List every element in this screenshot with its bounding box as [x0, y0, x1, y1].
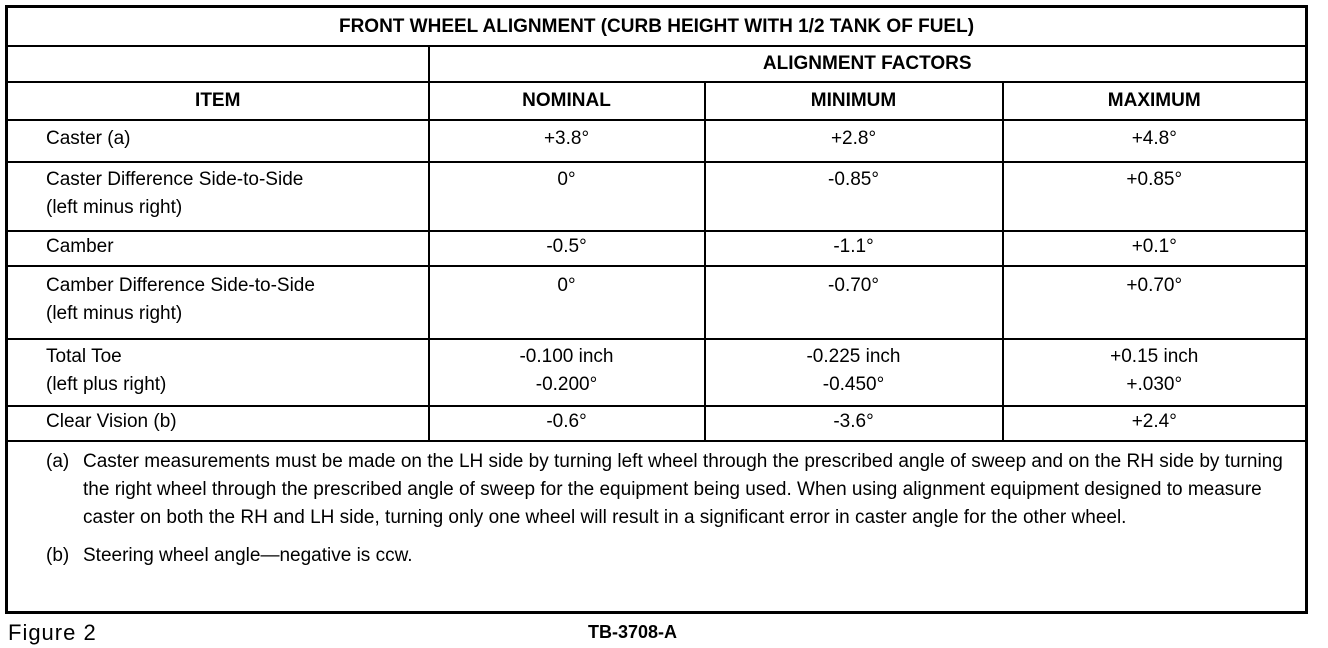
nominal-value: -0.200° [535, 374, 598, 395]
minimum-cell [705, 266, 1003, 339]
maximum-cell [1003, 406, 1307, 441]
table-row-clear-vision [7, 406, 1307, 441]
column-header-minimum: MINIMUM [705, 82, 1003, 120]
item-cell [7, 406, 429, 441]
nominal-cell [429, 406, 705, 441]
alignment-spec-table [5, 5, 1308, 614]
nominal-value: -0.100 inch [519, 346, 614, 367]
minimum-value: -0.70° [828, 275, 879, 296]
item-line: Camber [46, 236, 114, 257]
maximum-cell [1003, 266, 1307, 339]
maximum-value: +0.70° [1126, 275, 1183, 296]
nominal-cell [429, 231, 705, 266]
minimum-value: -0.450° [822, 374, 885, 395]
minimum-value: -0.85° [828, 169, 879, 190]
column-header-item: ITEM [7, 82, 429, 120]
nominal-value: -0.5° [546, 236, 587, 257]
alignment-factors-header: ALIGNMENT FACTORS [429, 46, 1307, 82]
item-cell [7, 162, 429, 231]
item-line: Camber Difference Side-to-Side [46, 275, 315, 296]
table-row-total-toe [7, 339, 1307, 406]
minimum-value: -0.225 inch [806, 346, 901, 367]
item-line: Clear Vision (b) [46, 411, 177, 432]
item-line: Caster Difference Side-to-Side [46, 169, 304, 190]
table-row-caster [7, 120, 1307, 162]
item-cell [7, 339, 429, 406]
nominal-cell [429, 162, 705, 231]
column-header-maximum: MAXIMUM [1003, 82, 1307, 120]
nominal-value: -0.6° [546, 411, 587, 432]
maximum-value: +4.8° [1131, 128, 1177, 149]
figure-code: TB-3708-A [588, 622, 678, 642]
table-row-caster-difference [7, 162, 1307, 231]
maximum-value: +0.15 inch [1110, 346, 1199, 367]
maximum-value: +2.4° [1131, 411, 1177, 432]
item-cell [7, 231, 429, 266]
nominal-cell [429, 339, 705, 406]
maximum-cell [1003, 231, 1307, 266]
maximum-cell [1003, 120, 1307, 162]
minimum-cell [705, 162, 1003, 231]
minimum-cell [705, 406, 1003, 441]
minimum-value: -3.6° [833, 411, 874, 432]
nominal-cell [429, 266, 705, 339]
footnote-label: (a) [46, 451, 70, 472]
nominal-value: 0° [557, 169, 576, 190]
footnote-text: Steering wheel angle—negative is ccw. [83, 545, 413, 566]
table-title: FRONT WHEEL ALIGNMENT (CURB HEIGHT WITH 1/2 TANK OF FUEL) [7, 7, 1307, 47]
footnote-b [46, 542, 1289, 570]
figure-caption: Figure 2 [8, 620, 97, 645]
footnote-a [46, 448, 1289, 532]
minimum-value: -1.1° [833, 236, 874, 257]
nominal-value: 0° [557, 275, 576, 296]
item-cell [7, 266, 429, 339]
nominal-value: +3.8° [543, 128, 590, 149]
header-blank-cell [7, 46, 429, 82]
item-line: (left minus right) [46, 303, 183, 324]
table-row-camber-difference [7, 266, 1307, 339]
maximum-cell [1003, 339, 1307, 406]
table-notes-row [7, 441, 1307, 613]
nominal-cell [429, 120, 705, 162]
minimum-cell [705, 339, 1003, 406]
maximum-value: +0.85° [1126, 169, 1183, 190]
item-line: (left minus right) [46, 197, 183, 218]
column-header-nominal: NOMINAL [429, 82, 705, 120]
minimum-value: +2.8° [830, 128, 877, 149]
item-line: (left plus right) [46, 374, 167, 395]
maximum-value: +0.1° [1131, 236, 1177, 257]
item-cell [7, 120, 429, 162]
maximum-value: +.030° [1126, 374, 1183, 395]
minimum-cell [705, 120, 1003, 162]
item-line: Total Toe [46, 346, 122, 367]
minimum-cell [705, 231, 1003, 266]
table-notes [7, 441, 1307, 613]
footnote-label: (b) [46, 545, 70, 566]
table-row-camber [7, 231, 1307, 266]
footnote-text: Caster measurements must be made on the LH side by turning left wheel through the prescribed angle of sweep and on the RH side by turning the right wheel through the prescribed angle of sweep for the equipment being used. When using alignment equipment designed to measure caster on both the RH and LH side, turning only one wheel will result in a significant error in caster angle for the other wheel. [83, 451, 1283, 528]
maximum-cell [1003, 162, 1307, 231]
item-line: Caster (a) [46, 128, 131, 149]
